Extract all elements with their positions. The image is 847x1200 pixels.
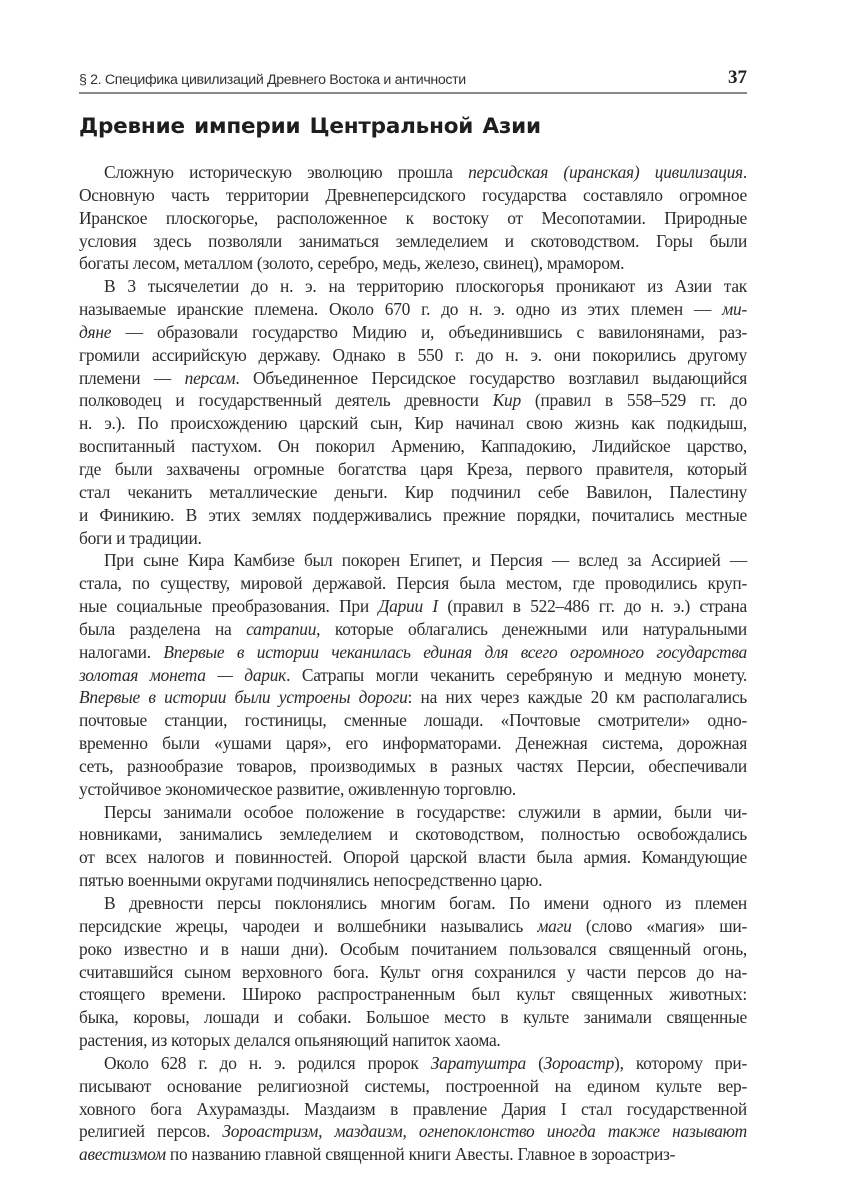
text-run: Персы занимали особое положение в государстве: служили в армии, были чи- xyxy=(104,801,747,822)
text-line xyxy=(79,915,747,938)
text-line xyxy=(79,458,747,481)
text-line xyxy=(79,938,747,961)
italic-term: Дарии I xyxy=(378,596,438,617)
italic-term: ми- xyxy=(722,299,747,320)
italic-term: Впервые в истории чеканилась единая для всего огромного государства xyxy=(163,641,747,662)
italic-term: Зороастр xyxy=(543,1052,615,1073)
text-line xyxy=(79,983,747,1006)
text-run: полководец и государственный деятель древности xyxy=(79,390,493,411)
text-run: временно были «ушами царя», его информаторами. Денежная система, дорожная xyxy=(79,733,747,754)
text-line xyxy=(79,161,747,184)
text-line xyxy=(79,321,747,344)
text-run: религией персов. xyxy=(79,1121,223,1142)
text-run: ные социальные преобразования. При xyxy=(79,596,379,617)
text-run: называемые иранские племена. Около 670 г. до н. э. одно из этих племен — xyxy=(79,299,723,320)
text-run: , которые облагались денежными или натуральными xyxy=(316,618,747,639)
text-line xyxy=(79,481,747,504)
text-line xyxy=(79,184,747,207)
text-line xyxy=(79,1006,747,1029)
text-line xyxy=(79,892,747,915)
text-line xyxy=(79,527,747,550)
text-run: богаты лесом, металлом (золото, серебро, медь, железо, свинец), мрамором. xyxy=(79,253,625,274)
text-run: роко известно и в наши дни). Особым почитанием пользовался священный огонь, xyxy=(79,938,747,959)
paragraph xyxy=(79,1052,747,1166)
text-run: от всех налогов и повинностей. Опорой царской власти была армия. Командующие xyxy=(79,847,747,868)
italic-term: Впервые в истории были устроены дороги xyxy=(79,687,408,708)
text-line xyxy=(79,367,747,390)
text-run: Основную часть территории Древнеперсидского государства составляло огромное xyxy=(79,184,747,205)
text-line xyxy=(79,549,747,572)
italic-term: дяне xyxy=(79,321,112,342)
italic-term: Кир xyxy=(492,390,521,411)
italic-term: персам xyxy=(184,367,236,388)
text-line xyxy=(79,709,747,732)
text-run: ( xyxy=(525,1052,544,1073)
text-run: (слово «магия» ши- xyxy=(571,915,748,936)
text-run: племени — xyxy=(79,367,185,388)
paragraph xyxy=(79,161,747,275)
text-run: стоящего времени. Широко распространенным был культ священных животных: xyxy=(79,984,747,1005)
text-run: . Сатрапы могли чеканить серебряную и медную монету. xyxy=(286,664,747,685)
text-run: была разделена на xyxy=(79,618,247,639)
text-line xyxy=(79,435,747,458)
text-line xyxy=(79,1143,747,1166)
text-line xyxy=(79,686,747,709)
italic-term: маги xyxy=(537,915,572,936)
text-run: писывают основание религиозной системы, построенной на едином культе вер- xyxy=(79,1075,747,1096)
text-run: (правил в 558–529 гг. до xyxy=(520,390,747,411)
body-text xyxy=(79,161,747,1166)
paragraph xyxy=(79,892,747,1052)
italic-term: золотая монета — дарик xyxy=(79,664,287,685)
text-line xyxy=(79,207,747,230)
text-line xyxy=(79,344,747,367)
chapter-heading: Древние империи Центральной Азии xyxy=(79,114,541,139)
text-line xyxy=(79,572,747,595)
running-head xyxy=(79,66,747,94)
text-run: налогами. xyxy=(79,641,164,662)
text-run: громили ассирийскую державу. Однако в 550 г. до н. э. они покорились другому xyxy=(79,344,747,365)
text-line xyxy=(79,801,747,824)
text-run: ховного бога Ахурамазды. Маздаизм в правление Дария I стал государственной xyxy=(79,1098,747,1119)
text-run: (правил в 522–486 гг. до н. э.) страна xyxy=(437,596,747,617)
italic-term: персидская (иранская) цивилизация xyxy=(468,162,743,182)
text-run: считавшийся сыном верховного бога. Культ огня сохранился у части персов до на- xyxy=(79,961,747,982)
text-run: Сложную историческую эволюцию прошла xyxy=(104,162,469,182)
italic-term: Заратуштра xyxy=(430,1052,526,1073)
text-run: ), которому при- xyxy=(614,1052,747,1073)
page-number: 37 xyxy=(728,67,747,88)
italic-term: сатрапии xyxy=(246,618,317,639)
text-line xyxy=(79,732,747,755)
text-line xyxy=(79,1098,747,1121)
text-line xyxy=(79,641,747,664)
text-run: Иранское плоскогорье, расположенное к востоку от Месопотамии. Природные xyxy=(79,207,747,228)
text-line xyxy=(79,1075,747,1098)
text-line xyxy=(79,504,747,527)
text-line xyxy=(79,823,747,846)
text-run: по названию главной священной книги Авесты. Главное в зороастриз- xyxy=(165,1144,676,1165)
text-run: : на них через каждые 20 км располагались xyxy=(407,687,747,708)
text-run: растения, из которых делался опьяняющий напиток хаома. xyxy=(79,1030,501,1051)
text-run: — образовали государство Мидию и, объединившись с вавилонянами, раз- xyxy=(111,321,747,342)
text-run: где были захвачены огромные богатства царя Креза, первого правителя, который xyxy=(79,458,747,479)
text-run: При сыне Кира Камбизе был покорен Египет, и Персия — вслед за Ассирией — xyxy=(104,550,747,571)
text-run: В древности персы поклонялись многим богам. По имени одного из племен xyxy=(104,893,747,913)
text-line xyxy=(79,755,747,778)
text-run: воспитанный пастухом. Он покорил Армению, Каппадокию, Лидийское царство, xyxy=(79,436,747,457)
text-line xyxy=(79,298,747,321)
text-line xyxy=(79,275,747,298)
text-run: стала, по существу, мировой державой. Персия была местом, где проводились круп- xyxy=(79,573,747,594)
text-line xyxy=(79,389,747,412)
italic-term: авестизмом xyxy=(79,1144,166,1165)
paragraph xyxy=(79,275,747,549)
text-run: устойчивое экономическое развитие, оживленную торговлю. xyxy=(79,778,516,799)
text-line xyxy=(79,595,747,618)
text-run: н. э.). По происхождению царский сын, Кир начинал свою жизнь как подкидыш, xyxy=(79,413,747,434)
text-run: пятью военными округами подчинялись непосредственно царю. xyxy=(79,870,543,891)
text-line xyxy=(79,778,747,801)
text-run: условия здесь позволяли заниматься земледелием и скотоводством. Горы были xyxy=(79,230,747,251)
text-line xyxy=(79,1029,747,1052)
text-line xyxy=(79,1052,747,1075)
text-run: быка, коровы, лошади и собаки. Большое место в культе занимали священные xyxy=(79,1007,747,1028)
text-line xyxy=(79,618,747,641)
text-line xyxy=(79,412,747,435)
text-run: Около 628 г. до н. э. родился пророк xyxy=(104,1052,431,1073)
section-title: § 2. Специфика цивилизаций Древнего Востока и античности xyxy=(79,72,466,88)
text-line xyxy=(79,869,747,892)
text-run: сеть, разнообразие товаров, производимых в разных частях Персии, обеспечивали xyxy=(79,755,747,776)
text-line xyxy=(79,230,747,253)
text-run: . Объединенное Персидское государство возглавил выдающийся xyxy=(235,367,747,388)
text-run: новниками, занимались земледелием и скотоводством, полностью освобождались xyxy=(79,824,747,845)
paragraph xyxy=(79,549,747,800)
text-run: В 3 тысячелетии до н. э. на территорию плоскогорья проникают из Азии так xyxy=(104,276,747,297)
text-run: почтовые станции, гостиницы, сменные лошади. «Почтовые смотрители» одно- xyxy=(79,710,747,731)
paragraph xyxy=(79,801,747,892)
text-run: персидские жрецы, чародеи и волшебники назывались xyxy=(79,915,538,936)
text-line xyxy=(79,1120,747,1143)
text-line xyxy=(79,252,747,275)
text-run: и Финикию. В этих землях поддерживались прежние порядки, почитались местные xyxy=(79,504,747,525)
text-run: стал чеканить металлические деньги. Кир подчинил себе Вавилон, Палестину xyxy=(79,481,747,502)
text-line xyxy=(79,664,747,687)
text-run: . xyxy=(742,162,747,182)
italic-term: Зороастризм, маздаизм, огнепоклонство иногда также называют xyxy=(222,1121,747,1142)
text-line xyxy=(79,961,747,984)
text-run: боги и традиции. xyxy=(79,527,202,548)
text-line xyxy=(79,846,747,869)
